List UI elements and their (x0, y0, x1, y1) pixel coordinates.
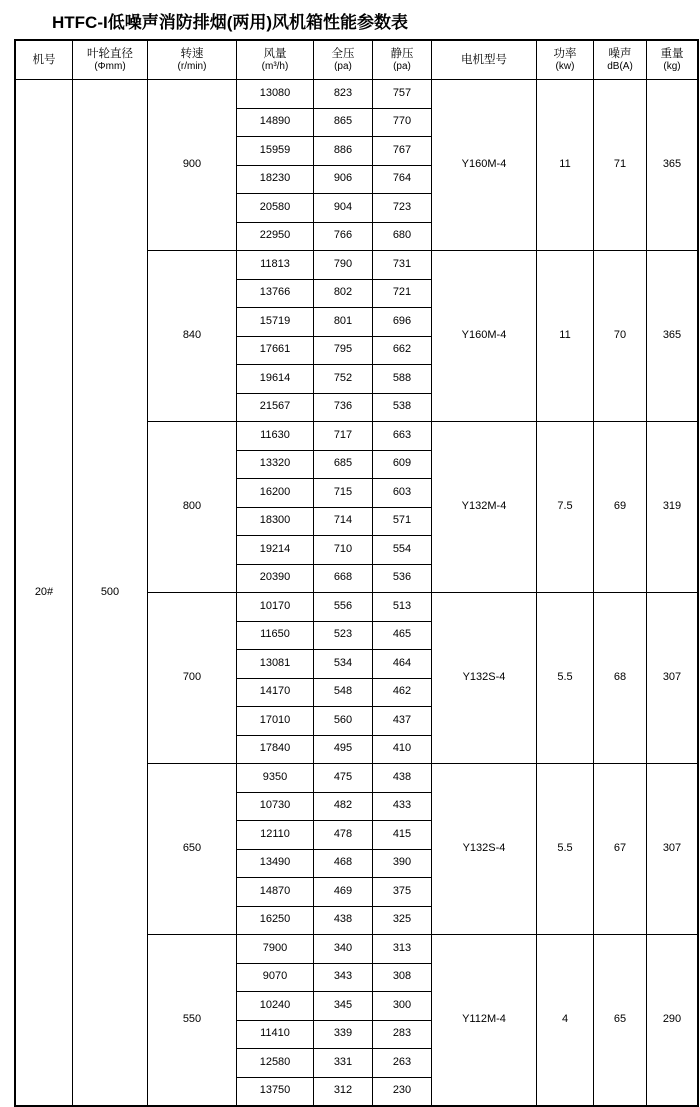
cell-machine-no: 20# (15, 80, 73, 1107)
cell-flow: 13080 (237, 80, 314, 109)
cell-static-pressure: 325 (373, 906, 432, 935)
cell-total-pressure: 717 (314, 422, 373, 451)
page-title: HTFC-I低噪声消防排烟(两用)风机箱性能参数表 (52, 13, 409, 32)
cell-flow: 20390 (237, 564, 314, 593)
cell-flow: 22950 (237, 222, 314, 251)
header-noise: 噪声 dB(A) (594, 40, 647, 80)
cell-speed: 550 (148, 935, 237, 1107)
cell-motor-model: Y160M-4 (432, 80, 537, 251)
table-header-row (15, 40, 698, 80)
cell-weight: 307 (647, 593, 699, 764)
cell-flow: 13490 (237, 849, 314, 878)
cell-total-pressure: 710 (314, 536, 373, 565)
cell-power: 11 (537, 80, 594, 251)
cell-total-pressure: 482 (314, 792, 373, 821)
cell-total-pressure: 802 (314, 279, 373, 308)
cell-total-pressure: 906 (314, 165, 373, 194)
cell-static-pressure: 571 (373, 507, 432, 536)
cell-total-pressure: 801 (314, 308, 373, 337)
cell-static-pressure: 680 (373, 222, 432, 251)
cell-flow: 7900 (237, 935, 314, 964)
header-power: 功率 (kw) (537, 40, 594, 80)
cell-static-pressure: 770 (373, 108, 432, 137)
cell-flow: 21567 (237, 393, 314, 422)
cell-power: 11 (537, 251, 594, 422)
cell-flow: 15719 (237, 308, 314, 337)
cell-flow: 13320 (237, 450, 314, 479)
cell-static-pressure: 721 (373, 279, 432, 308)
cell-noise: 70 (594, 251, 647, 422)
cell-total-pressure: 668 (314, 564, 373, 593)
cell-flow: 14870 (237, 878, 314, 907)
cell-static-pressure: 696 (373, 308, 432, 337)
header-motor-model: 电机型号 (432, 40, 537, 80)
cell-power: 5.5 (537, 593, 594, 764)
cell-flow: 18230 (237, 165, 314, 194)
cell-total-pressure: 343 (314, 963, 373, 992)
cell-power: 4 (537, 935, 594, 1107)
cell-total-pressure: 495 (314, 735, 373, 764)
cell-weight: 319 (647, 422, 699, 593)
cell-static-pressure: 415 (373, 821, 432, 850)
cell-total-pressure: 736 (314, 393, 373, 422)
fan-performance-table (14, 39, 699, 1107)
cell-weight: 307 (647, 764, 699, 935)
cell-flow: 19614 (237, 365, 314, 394)
cell-total-pressure: 548 (314, 678, 373, 707)
header-static-pressure: 静压 (pa) (373, 40, 432, 80)
cell-total-pressure: 556 (314, 593, 373, 622)
cell-total-pressure: 795 (314, 336, 373, 365)
cell-noise: 65 (594, 935, 647, 1107)
cell-total-pressure: 766 (314, 222, 373, 251)
cell-noise: 69 (594, 422, 647, 593)
cell-total-pressure: 904 (314, 194, 373, 223)
cell-noise: 71 (594, 80, 647, 251)
cell-motor-model: Y112M-4 (432, 935, 537, 1107)
header-flow: 风量 (m³/h) (237, 40, 314, 80)
cell-speed: 840 (148, 251, 237, 422)
cell-static-pressure: 462 (373, 678, 432, 707)
cell-flow: 20580 (237, 194, 314, 223)
cell-flow: 19214 (237, 536, 314, 565)
cell-speed: 700 (148, 593, 237, 764)
cell-static-pressure: 433 (373, 792, 432, 821)
table-row (15, 80, 698, 109)
cell-total-pressure: 715 (314, 479, 373, 508)
cell-static-pressure: 731 (373, 251, 432, 280)
header-total-pressure: 全压 (pa) (314, 40, 373, 80)
cell-weight: 290 (647, 935, 699, 1107)
cell-flow: 10730 (237, 792, 314, 821)
header-weight: 重量 (kg) (647, 40, 699, 80)
cell-flow: 13750 (237, 1077, 314, 1106)
cell-static-pressure: 438 (373, 764, 432, 793)
cell-weight: 365 (647, 80, 699, 251)
cell-total-pressure: 534 (314, 650, 373, 679)
cell-flow: 10170 (237, 593, 314, 622)
cell-total-pressure: 823 (314, 80, 373, 109)
cell-total-pressure: 865 (314, 108, 373, 137)
cell-static-pressure: 662 (373, 336, 432, 365)
cell-flow: 15959 (237, 137, 314, 166)
cell-flow: 14890 (237, 108, 314, 137)
cell-flow: 9070 (237, 963, 314, 992)
table-body (15, 80, 698, 1107)
cell-static-pressure: 465 (373, 621, 432, 650)
cell-flow: 13081 (237, 650, 314, 679)
cell-flow: 17010 (237, 707, 314, 736)
cell-total-pressure: 331 (314, 1049, 373, 1078)
cell-motor-model: Y132S-4 (432, 593, 537, 764)
cell-total-pressure: 438 (314, 906, 373, 935)
cell-flow: 17840 (237, 735, 314, 764)
cell-total-pressure: 714 (314, 507, 373, 536)
cell-total-pressure: 523 (314, 621, 373, 650)
cell-flow: 16200 (237, 479, 314, 508)
cell-total-pressure: 340 (314, 935, 373, 964)
cell-total-pressure: 886 (314, 137, 373, 166)
cell-flow: 12110 (237, 821, 314, 850)
cell-motor-model: Y132M-4 (432, 422, 537, 593)
cell-static-pressure: 263 (373, 1049, 432, 1078)
cell-static-pressure: 464 (373, 650, 432, 679)
cell-static-pressure: 308 (373, 963, 432, 992)
cell-flow: 14170 (237, 678, 314, 707)
cell-noise: 68 (594, 593, 647, 764)
cell-flow: 17661 (237, 336, 314, 365)
cell-static-pressure: 723 (373, 194, 432, 223)
cell-total-pressure: 475 (314, 764, 373, 793)
cell-flow: 12580 (237, 1049, 314, 1078)
cell-flow: 11650 (237, 621, 314, 650)
cell-flow: 13766 (237, 279, 314, 308)
cell-static-pressure: 283 (373, 1020, 432, 1049)
cell-static-pressure: 437 (373, 707, 432, 736)
cell-static-pressure: 513 (373, 593, 432, 622)
cell-total-pressure: 339 (314, 1020, 373, 1049)
header-machine-no: 机号 (15, 40, 73, 80)
cell-static-pressure: 609 (373, 450, 432, 479)
cell-total-pressure: 752 (314, 365, 373, 394)
cell-static-pressure: 757 (373, 80, 432, 109)
table-header (15, 40, 698, 80)
cell-static-pressure: 536 (373, 564, 432, 593)
cell-motor-model: Y132S-4 (432, 764, 537, 935)
cell-total-pressure: 560 (314, 707, 373, 736)
cell-flow: 9350 (237, 764, 314, 793)
cell-flow: 10240 (237, 992, 314, 1021)
cell-static-pressure: 588 (373, 365, 432, 394)
cell-motor-model: Y160M-4 (432, 251, 537, 422)
cell-static-pressure: 230 (373, 1077, 432, 1106)
cell-speed: 650 (148, 764, 237, 935)
cell-static-pressure: 313 (373, 935, 432, 964)
cell-static-pressure: 390 (373, 849, 432, 878)
cell-static-pressure: 554 (373, 536, 432, 565)
cell-total-pressure: 312 (314, 1077, 373, 1106)
header-speed: 转速 (r/min) (148, 40, 237, 80)
cell-speed: 800 (148, 422, 237, 593)
cell-power: 5.5 (537, 764, 594, 935)
cell-total-pressure: 478 (314, 821, 373, 850)
cell-weight: 365 (647, 251, 699, 422)
cell-flow: 11813 (237, 251, 314, 280)
cell-speed: 900 (148, 80, 237, 251)
cell-total-pressure: 685 (314, 450, 373, 479)
cell-flow: 11630 (237, 422, 314, 451)
cell-static-pressure: 300 (373, 992, 432, 1021)
cell-power: 7.5 (537, 422, 594, 593)
cell-flow: 18300 (237, 507, 314, 536)
cell-impeller-diameter: 500 (73, 80, 148, 1107)
cell-static-pressure: 375 (373, 878, 432, 907)
cell-static-pressure: 764 (373, 165, 432, 194)
cell-static-pressure: 538 (373, 393, 432, 422)
cell-total-pressure: 790 (314, 251, 373, 280)
cell-flow: 11410 (237, 1020, 314, 1049)
cell-total-pressure: 345 (314, 992, 373, 1021)
cell-static-pressure: 767 (373, 137, 432, 166)
cell-noise: 67 (594, 764, 647, 935)
cell-static-pressure: 603 (373, 479, 432, 508)
cell-total-pressure: 469 (314, 878, 373, 907)
cell-flow: 16250 (237, 906, 314, 935)
cell-total-pressure: 468 (314, 849, 373, 878)
header-impeller-diameter: 叶轮直径 (Φmm) (73, 40, 148, 80)
cell-static-pressure: 663 (373, 422, 432, 451)
cell-static-pressure: 410 (373, 735, 432, 764)
